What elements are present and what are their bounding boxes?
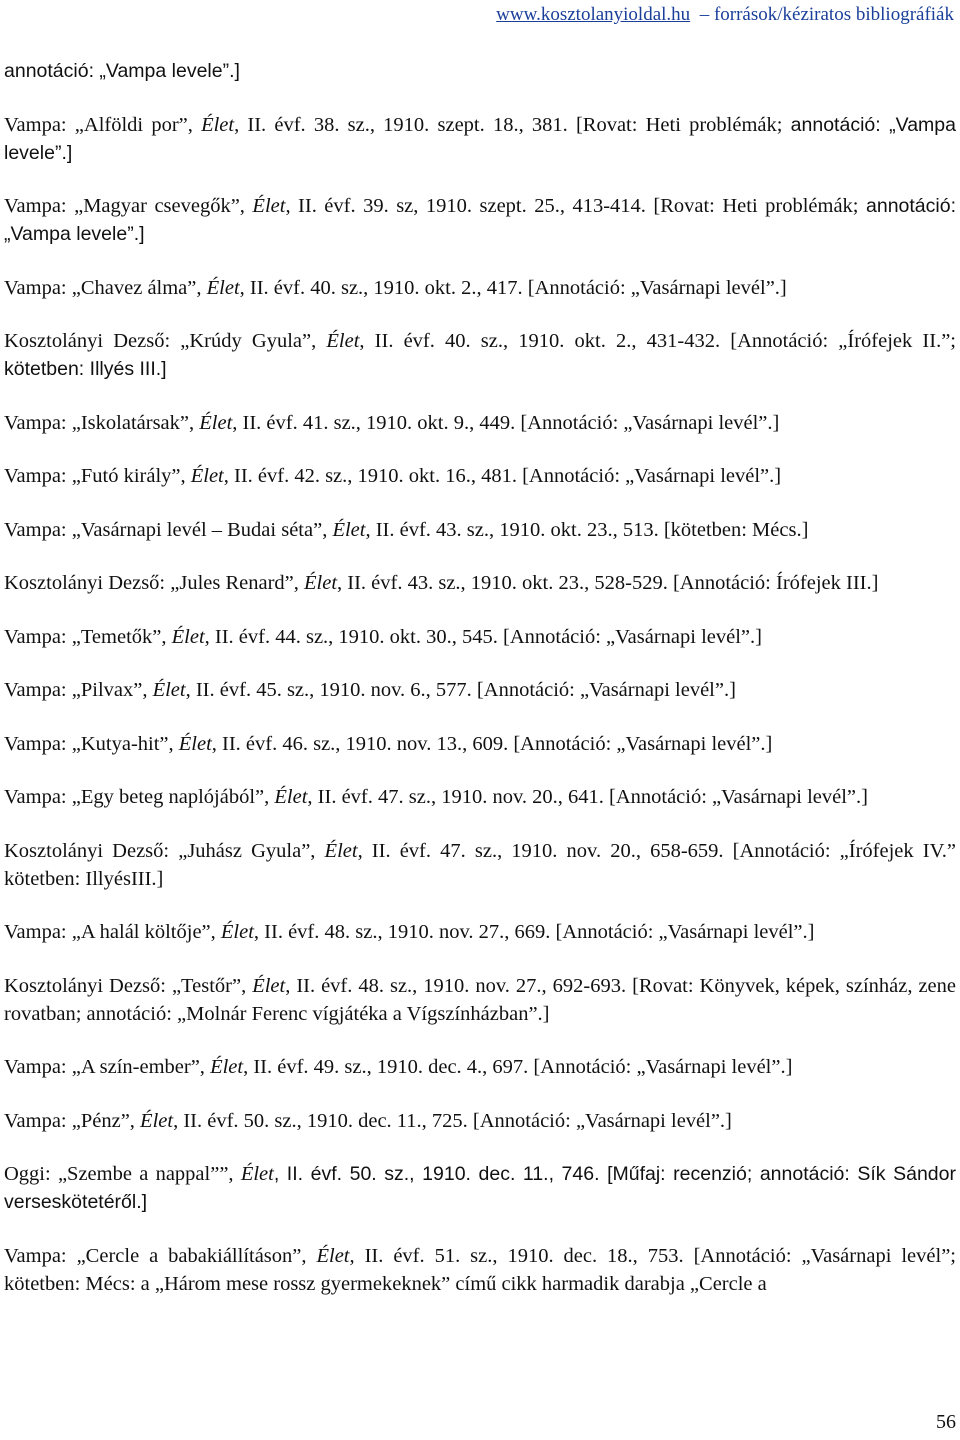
journal-title: Élet xyxy=(324,839,358,862)
bibliography-entry xyxy=(4,1160,956,1216)
bibliography-entry xyxy=(4,462,956,490)
entry-text: , II. évf. 40. sz., 1910. okt. 2., 417. [Annotáció: „Vasárnapi levél”.] xyxy=(239,276,787,299)
journal-title: Élet xyxy=(252,195,286,217)
entry-text: kötetben: Illyés III.] xyxy=(4,358,167,380)
journal-title: Élet xyxy=(252,974,286,997)
entry-text: , II. évf. 49. sz., 1910. dec. 4., 697. [Annotáció: „Vasárnapi levél”.] xyxy=(243,1056,793,1078)
bibliography-entry xyxy=(4,274,956,302)
bibliography-entry xyxy=(4,516,956,544)
journal-title: Élet xyxy=(220,921,254,943)
entry-text: Kosztolányi Dezső: „Krúdy Gyula”, xyxy=(4,330,327,352)
site-link[interactable]: www.kosztolanyioldal.hu xyxy=(496,4,691,25)
journal-title: Élet xyxy=(171,625,205,648)
entry-text: , II. évf. 50. sz., 1910. dec. 11., 725. [Annotáció: „Vasárnapi levél”.] xyxy=(173,1109,732,1132)
entry-text: Vampa: „Iskolatársak”, xyxy=(4,411,200,434)
bibliography-entry xyxy=(4,57,956,85)
journal-title: Élet xyxy=(199,411,233,434)
journal-title: Élet xyxy=(274,786,308,808)
entry-text: , II. évf. 47. sz., 1910. nov. 20., 641. [Annotáció: „Vasárnapi levél”.] xyxy=(307,786,868,808)
entry-text: , II. évf. 43. sz., 1910. okt. 23., 513. [kötetben: Mécs.] xyxy=(365,518,809,541)
journal-title: Élet xyxy=(326,330,360,352)
entry-text: Vampa: „A halál költője”, xyxy=(4,921,221,943)
entry-text: Vampa: „Egy beteg naplójából”, xyxy=(4,786,275,808)
entry-text: Oggi: „Szembe a nappal””, xyxy=(4,1163,241,1185)
bibliography-entry xyxy=(4,1053,956,1081)
journal-title: Élet xyxy=(190,465,224,487)
journal-title: Élet xyxy=(304,572,338,594)
entry-text: Vampa: „Vasárnapi levél – Budai séta”, xyxy=(4,518,333,541)
entry-text: , II. évf. 38. sz., 1910. szept. 18., 381. [Rovat: Heti problémák; xyxy=(234,113,791,136)
bibliography-entry xyxy=(4,837,956,893)
entry-text: , II. évf. 47. sz., 1910. nov. 20., 658-659. [Annotáció: „Írófejek IV.” kötetben: IllyésIII.] xyxy=(4,839,956,890)
entry-text: annotáció: „Vampa levele”.] xyxy=(4,195,956,245)
entry-text: , II. évf. 51. sz., 1910. dec. 18., 753. [Annotáció: „Vasárnapi levél”; kötetben: Mécs: a „Három mese rossz gyermekeknek” című cikk harmadik darabja „Cercle a xyxy=(4,1244,956,1295)
bibliography-entry xyxy=(4,918,956,946)
bibliography-list xyxy=(4,57,956,1323)
entry-text: Kosztolányi Dezső: „Testőr”, xyxy=(4,974,253,997)
journal-title: Élet xyxy=(332,518,366,541)
page-number: 56 xyxy=(936,1411,956,1433)
bibliography-entry xyxy=(4,111,956,167)
entry-text: Kosztolányi Dezső: „Juhász Gyula”, xyxy=(4,839,325,862)
entry-text: Vampa: „Alföldi por”, xyxy=(4,113,202,136)
entry-text: , II. évf. 44. sz., 1910. okt. 30., 545. [Annotáció: „Vasárnapi levél”.] xyxy=(204,625,762,648)
journal-title: Élet xyxy=(210,1056,244,1078)
entry-text: , II. évf. 42. sz., 1910. okt. 16., 481. [Annotáció: „Vasárnapi levél”.] xyxy=(223,465,782,487)
bibliography-entry xyxy=(4,192,956,248)
bibliography-entry xyxy=(4,409,956,437)
entry-text: Vampa: „A szín-ember”, xyxy=(4,1056,211,1078)
bibliography-entry xyxy=(4,730,956,758)
entry-text: Vampa: „Cercle a babakiállításon”, xyxy=(4,1244,317,1267)
entry-text: Vampa: „Chavez álma”, xyxy=(4,276,207,299)
entry-text: , II. évf. 43. sz., 1910. okt. 23., 528-529. [Annotáció: Írófejek III.] xyxy=(337,572,879,594)
header-section: – források/kéziratos bibliográfiák xyxy=(694,4,954,25)
journal-title: Élet xyxy=(178,732,212,755)
entry-text: Kosztolányi Dezső: „Jules Renard”, xyxy=(4,572,305,594)
journal-title: Élet xyxy=(240,1163,274,1185)
entry-text: , II. évf. 48. sz., 1910. nov. 27., 692-693. [Rovat: Könyvek, képek, színház, zene rovatban; annotáció: „Molnár Ferenc vígjátéka a Vígszínházban”.] xyxy=(4,974,956,1025)
journal-title: Élet xyxy=(201,113,235,136)
bibliography-entry xyxy=(4,569,956,597)
bibliography-entry xyxy=(4,1107,956,1135)
entry-text: , II. évf. 41. sz., 1910. okt. 9., 449. [Annotáció: „Vasárnapi levél”.] xyxy=(232,411,780,434)
entry-text: Vampa: „Pénz”, xyxy=(4,1109,141,1132)
bibliography-entry xyxy=(4,1242,956,1298)
journal-title: Élet xyxy=(316,1244,350,1267)
bibliography-entry xyxy=(4,623,956,651)
entry-text: Vampa: „Pilvax”, xyxy=(4,679,153,701)
bibliography-entry xyxy=(4,327,956,383)
entry-text: Vampa: „Temetők”, xyxy=(4,625,172,648)
entry-text: , II. évf. 39. sz, 1910. szept. 25., 413-414. [Rovat: Heti problémák; xyxy=(285,195,866,217)
entry-text: Vampa: „Futó király”, xyxy=(4,465,191,487)
journal-title: Élet xyxy=(206,276,240,299)
entry-text: , II. évf. 45. sz., 1910. nov. 6., 577. [Annotáció: „Vasárnapi levél”.] xyxy=(185,679,736,701)
entry-text: annotáció: „Vampa levele”.] xyxy=(4,60,240,82)
entry-text: annotáció: „Vampa levele”.] xyxy=(4,113,956,164)
entry-text: , II. évf. 46. sz., 1910. nov. 13., 609. [Annotáció: „Vasárnapi levél”.] xyxy=(211,732,773,755)
entry-text: , II. évf. 40. sz., 1910. okt. 2., 431-432. [Annotáció: „Írófejek II.”; xyxy=(359,330,956,352)
page-header xyxy=(496,4,954,26)
bibliography-entry xyxy=(4,972,956,1028)
entry-text: , II. évf. 48. sz., 1910. nov. 27., 669. [Annotáció: „Vasárnapi levél”.] xyxy=(253,921,815,943)
bibliography-entry xyxy=(4,783,956,811)
journal-title: Élet xyxy=(152,679,186,701)
bibliography-entry xyxy=(4,676,956,704)
entry-text: , II. évf. 50. sz., 1910. dec. 11., 746. [Műfaj: recenzió; annotáció: Sík Sándor verseskötetéről.] xyxy=(4,1163,956,1213)
journal-title: Élet xyxy=(140,1109,174,1132)
entry-text: Vampa: „Kutya-hit”, xyxy=(4,732,179,755)
entry-text: Vampa: „Magyar csevegők”, xyxy=(4,195,253,217)
